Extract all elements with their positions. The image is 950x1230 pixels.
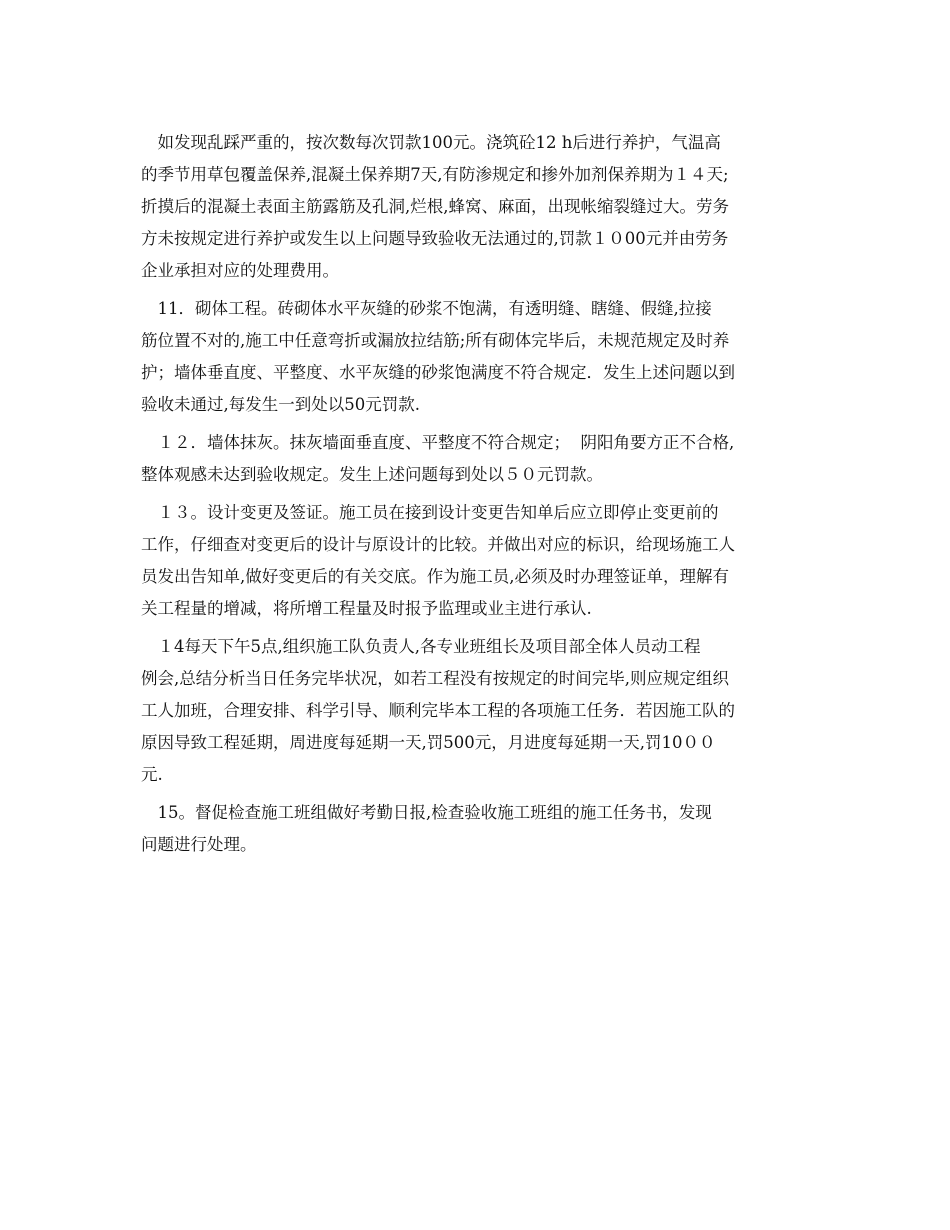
text-line: 15。督促检查施工班组做好考勤日报,检查验收施工班组的施工任务书，发现 [141, 803, 712, 822]
text-line: 11．砌体工程。砖砌体水平灰缝的砂浆不饱满，有透明缝、瞎缝、假缝,拉接 [141, 299, 712, 318]
paragraph-5 [141, 631, 813, 791]
paragraph-1 [141, 127, 813, 287]
text-line: 筋位置不对的,施工中任意弯折或漏放拉结筋;所有砌体完毕后，未规范规定及时养 [141, 331, 730, 350]
paragraph-2 [141, 293, 813, 421]
text-line: 验收未通过,每发生一到处以50元罚款. [141, 395, 420, 414]
text-line: １３。设计变更及签证。施工员在接到设计变更告知单后应立即停止变更前的 [141, 503, 719, 522]
paragraph-4 [141, 497, 813, 625]
text-line: 护；墙体垂直度、平整度、水平灰缝的砂浆饱满度不符合规定．发生上述问题以到 [141, 363, 735, 382]
text-line: 关工程量的增减，将所增工程量及时报予监理或业主进行承认. [141, 599, 592, 618]
text-line: 元. [141, 765, 163, 784]
text-line: 的季节用草包覆盖保养,混凝土保养期7天,有防渗规定和掺外加剂保养期为１４天; [141, 165, 729, 184]
text-line: 折摸后的混凝土表面主筋露筋及孔洞,烂根,蜂窝、麻面，出现帐缩裂缝过大。劳务 [141, 197, 729, 216]
text-line: １２．墙体抹灰。抹灰墙面垂直度、平整度不符合规定； 阴阳角要方正不合格, [141, 433, 735, 452]
paragraph-6 [141, 797, 813, 861]
text-line: 工人加班，合理安排、科学引导、顺利完毕本工程的各项施工任务．若因施工队的 [141, 701, 735, 720]
text-line: 原因导致工程延期，周进度每延期一天,罚500元，月进度每延期一天,罚10００ [141, 733, 716, 752]
text-line: 例会,总结分析当日任务完毕状况，如若工程没有按规定的时间完毕,则应规定组织 [141, 669, 729, 688]
text-line: 企业承担对应的处理费用。 [141, 261, 339, 280]
document-body [141, 127, 813, 861]
text-line: 员发出告知单,做好变更后的有关交底。作为施工员,必须及时办理签证单，理解有 [141, 567, 729, 586]
paragraph-3 [141, 427, 813, 491]
text-line: 问题进行处理。 [141, 835, 257, 854]
text-line: １4每天下午5点,组织施工队负责人,各专业班组长及项目部全体人员动工程 [141, 637, 701, 656]
text-line: 如发现乱踩严重的，按次数每次罚款100元。浇筑砼12 h后进行养护，气温高 [141, 133, 721, 152]
text-line: 工作，仔细查对变更后的设计与原设计的比较。并做出对应的标识，给现场施工人 [141, 535, 735, 554]
text-line: 方未按规定进行养护或发生以上问题导致验收无法通过的,罚款１０00元并由劳务 [141, 229, 729, 248]
text-line: 整体观感未达到验收规定。发生上述问题每到处以５０元罚款。 [141, 465, 603, 484]
